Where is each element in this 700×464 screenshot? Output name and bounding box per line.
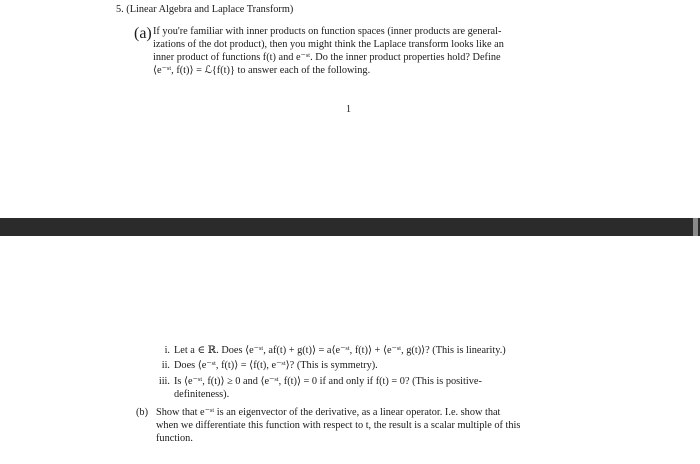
item-ii-number: ii.	[161, 360, 170, 371]
item-iii-number: iii.	[158, 376, 170, 387]
item-iii-continuation: definiteness).	[174, 389, 230, 400]
part-b-line-1	[136, 406, 598, 419]
item-ii-text: Does ⟨e⁻ˢᵗ, f(t)⟩ = ⟨f(t), e⁻ˢᵗ⟩? (This is symmetry).	[174, 360, 378, 371]
part-b	[136, 406, 598, 445]
part-a-line-2: izations of the dot product), then you might think the Laplace transform looks like an	[153, 39, 504, 50]
item-i-number: i.	[164, 345, 170, 356]
item-iii	[156, 375, 482, 388]
part-a-line-3: inner product of functions f(t) and e⁻ˢᵗ. Do the inner product properties hold? Define	[153, 52, 501, 63]
part-a-body	[143, 25, 598, 77]
page-number: 1	[346, 104, 351, 115]
part-b-line-3: function.	[156, 433, 193, 444]
problem-title: 5. (Linear Algebra and Laplace Transform)	[116, 4, 294, 15]
part-a	[134, 25, 598, 77]
item-ii	[156, 359, 378, 372]
page-separator	[0, 218, 700, 236]
part-a-label: (a)	[134, 25, 152, 42]
part-b-label: (b)	[136, 407, 149, 418]
item-i-text: Let a ∈ ℝ. Does ⟨e⁻ˢᵗ, af(t) + g(t)⟩ = a⟨e⁻ˢᵗ, f(t)⟩ + ⟨e⁻ˢᵗ, g(t)⟩? (This is linearity.)	[174, 345, 506, 356]
scrollbar-thumb[interactable]	[693, 218, 698, 236]
part-a-line-4: ⟨e⁻ˢᵗ, f(t)⟩ = ℒ{f(t)} to answer each of the following.	[153, 65, 371, 76]
part-b-line-2: when we differentiate this function with respect to t, the result is a scalar multiple of this	[156, 420, 521, 431]
part-b-line-1-text: Show that e⁻ˢᵗ is an eigenvector of the derivative, as a linear operator. I.e. show that	[156, 407, 501, 418]
item-i	[156, 344, 506, 357]
document-page-1	[0, 0, 700, 218]
part-a-line-1: If you're familiar with inner products on function spaces (inner products are general-	[153, 26, 502, 37]
item-iii-text: Is ⟨e⁻ˢᵗ, f(t)⟩ ≥ 0 and ⟨e⁻ˢᵗ, f(t)⟩ = 0 if and only if f(t) = 0? (This is positive-	[174, 376, 482, 387]
document-page-2	[0, 236, 700, 464]
